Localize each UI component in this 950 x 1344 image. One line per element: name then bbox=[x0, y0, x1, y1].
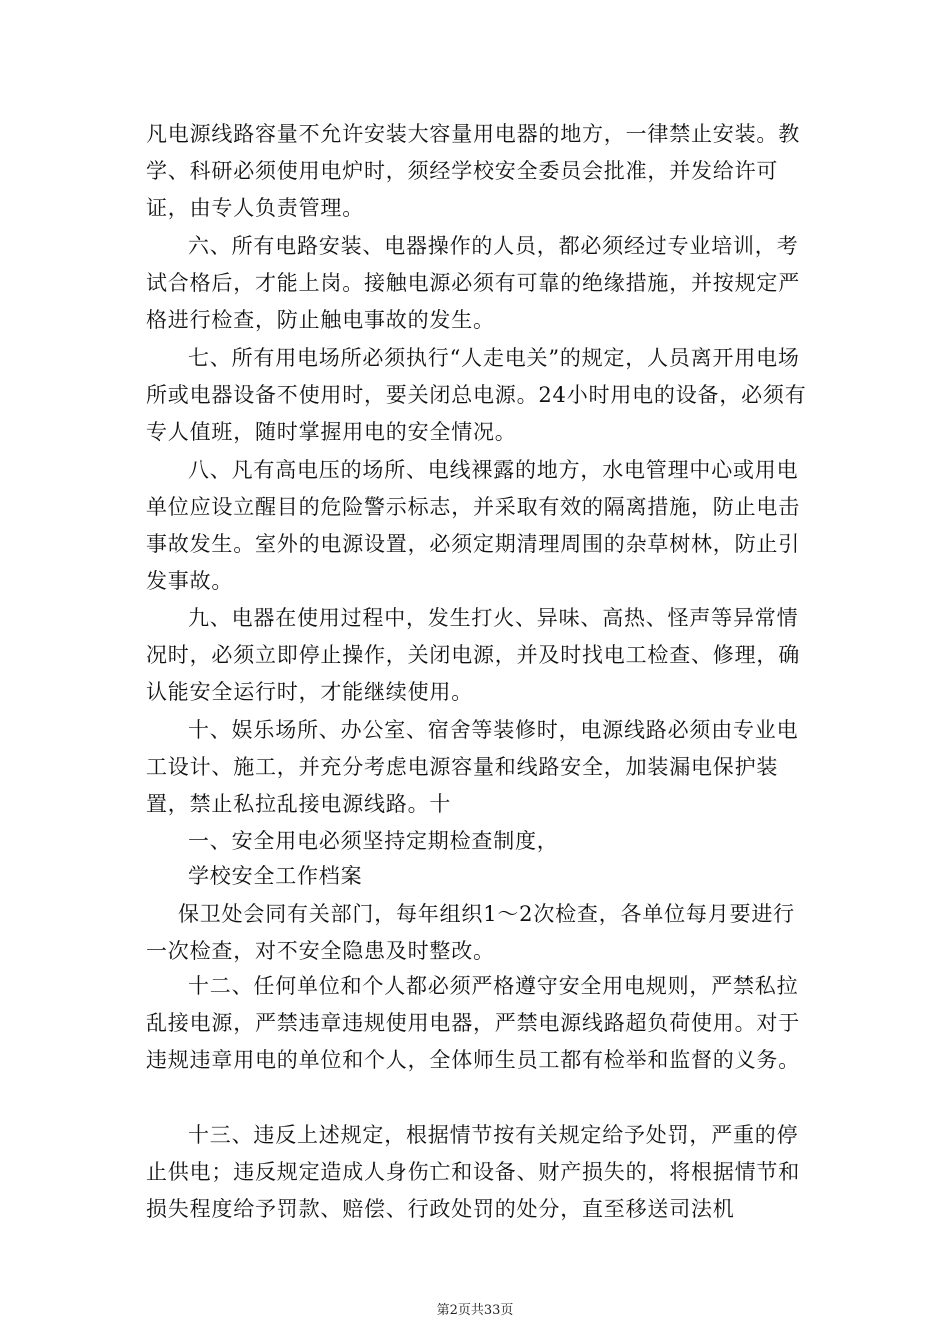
page-number-footer: 第2页共33页 bbox=[436, 1303, 514, 1318]
paragraph-article-12: 十二、任何单位和个人都必须严格遵守安全用电规则，严禁私拉乱接电源，严禁违章违规使用电器，严禁电源线路超负荷使用。对于违规违章用电的单位和个人，全体师生员工都有检举和监督的义务。 bbox=[146, 974, 800, 1072]
paragraph-article-8: 八、凡有高电压的场所、电线裸露的地方，水电管理中心或用电单位应设立醒目的危险警示标志，并采取有效的隔离措施，防止电击事故发生。室外的电源设置，必须定期清理周围的杂草树林，防止引发事故。 bbox=[146, 458, 800, 593]
paragraph-article-10: 十、娱乐场所、办公室、宿舍等装修时，电源线路必须由专业电工设计、施工，并充分考虑电源容量和线路安全，加装漏电保护装置，禁止私拉乱接电源线路。十 bbox=[146, 718, 799, 816]
paragraph-article-6: 六、所有电路安装、电器操作的人员，都必须经过专业培训，考试合格后，才能上岗。接触电源必须有可靠的绝缘措施，并按规定严格进行检查，防止触电事故的发生。 bbox=[146, 234, 800, 332]
paragraph-inspection: 保卫处会同有关部门，每年组织1～2次检查，各单位每月要进行一次检查，对不安全隐患及时整改。 bbox=[146, 902, 795, 963]
paragraph-article-11: 一、安全用电必须坚持定期检查制度， bbox=[188, 829, 559, 853]
paragraph-power-capacity: 凡电源线路容量不允许安装大容量用电器的地方，一律禁止安装。教学、科研必须使用电炉时，须经学校安全委员会批准，并发给许可证，由专人负责管理。 bbox=[146, 122, 800, 220]
inserted-heading-safety-archive: 学校安全工作档案 bbox=[188, 864, 363, 888]
paragraph-article-7: 七、所有用电场所必须执行“人走电关”的规定，人员离开用电场所或电器设备不使用时，要关闭总电源。24小时用电的设备，必须有专人值班，随时掌握用电的安全情况。 bbox=[146, 346, 807, 444]
paragraph-article-13: 十三、违反上述规定，根据情节按有关规定给予处罚，严重的停止供电；违反规定造成人身伤亡和设备、财产损失的，将根据情节和损失程度给予罚款、赔偿、行政处罚的处分，直至移送司法机 bbox=[146, 1123, 800, 1221]
paragraph-article-9: 九、电器在使用过程中，发生打火、异味、高热、怪声等异常情况时，必须立即停止操作，关闭电源，并及时找电工检查、修理，确认能安全运行时，才能继续使用。 bbox=[146, 606, 800, 704]
